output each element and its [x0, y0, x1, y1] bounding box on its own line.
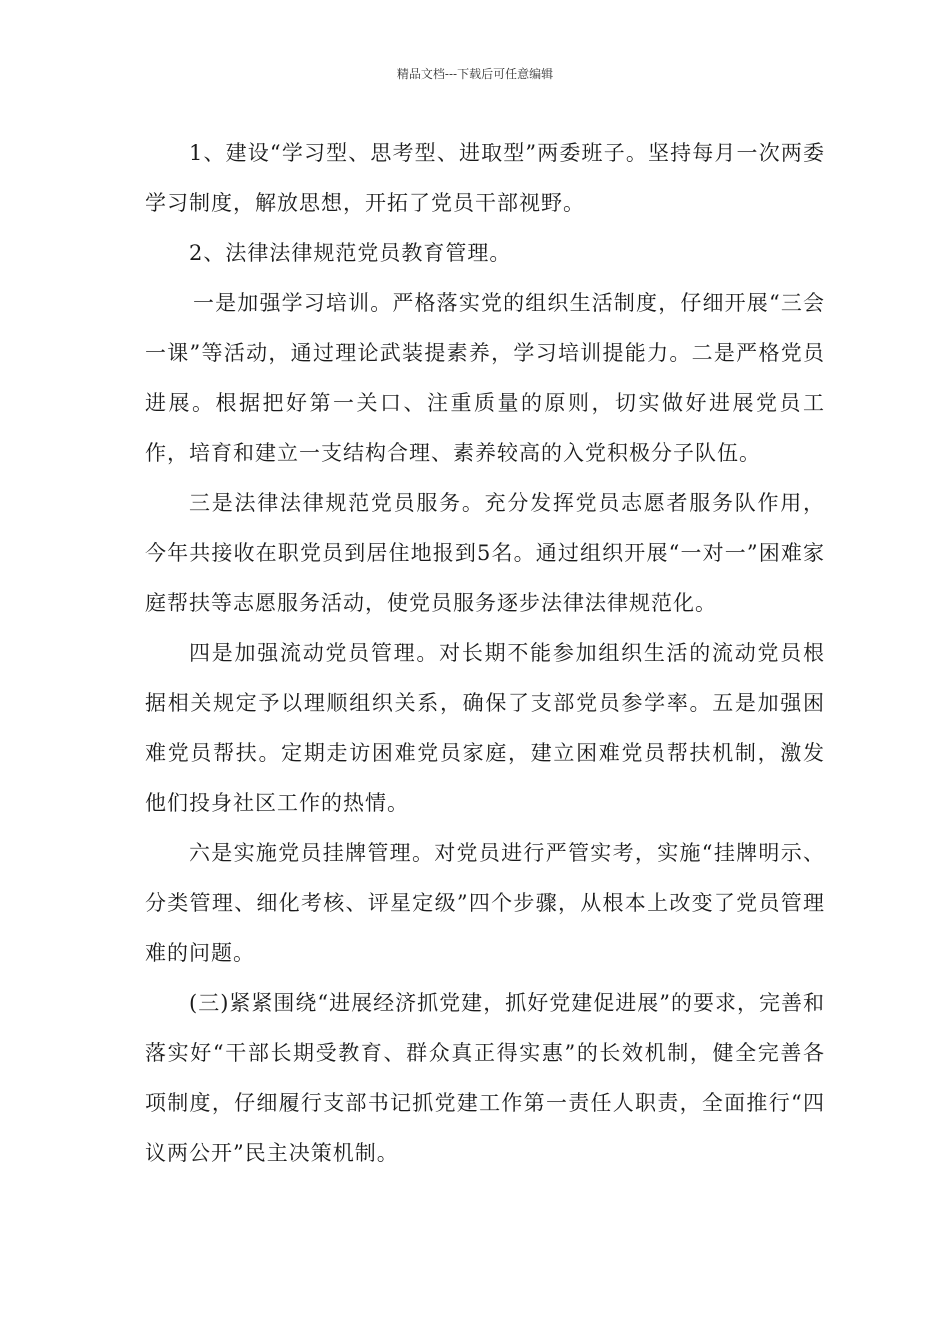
paragraph-5: 四是加强流动党员管理。对长期不能参加组织生活的流动党员根据相关规定予以理顺组织关系，确保了支部党员参学率。五是加强困难党员帮扶。定期走访困难党员家庭，建立困难党员帮扶机制，激发他们投身社区工作的热情。 — [145, 641, 825, 815]
paragraph-7: (三)紧紧围绕“进展经济抓党建，抓好党建促进展”的要求，完善和落实好“干部长期受教育、群众真正得实惠”的长效机制，健全完善各项制度，仔细履行支部书记抓党建工作第一责任人职责，全面推行“四议两公开”民主决策机制。 — [145, 991, 825, 1165]
paragraph-1: 1、建设“学习型、思考型、进取型”两委班子。坚持每月一次两委学习制度，解放思想，开拓了党员干部视野。 — [145, 141, 825, 215]
paragraph-4: 三是法律法律规范党员服务。充分发挥党员志愿者服务队作用，今年共接收在职党员到居住地报到5名。通过组织开展“一对一”困难家庭帮扶等志愿服务活动，使党员服务逐步法律法律规范化。 — [145, 491, 825, 615]
paragraph-6: 六是实施党员挂牌管理。对党员进行严管实考，实施“挂牌明示、分类管理、细化考核、评星定级”四个步骤，从根本上改变了党员管理难的问题。 — [145, 841, 825, 965]
paragraph-2: 2、法律法律规范党员教育管理。 — [189, 241, 512, 265]
page-header: 精品文档---下载后可任意编辑 — [396, 67, 554, 81]
document-body — [145, 128, 825, 1178]
paragraph-3: 一是加强学习培训。严格落实党的组织生活制度，仔细开展“三会一课”等活动，通过理论武装提素养，学习培训提能力。二是严格党员进展。根据把好第一关口、注重质量的原则，切实做好进展党员工作，培育和建立一支结构合理、素养较高的入党积极分子队伍。 — [145, 291, 825, 465]
